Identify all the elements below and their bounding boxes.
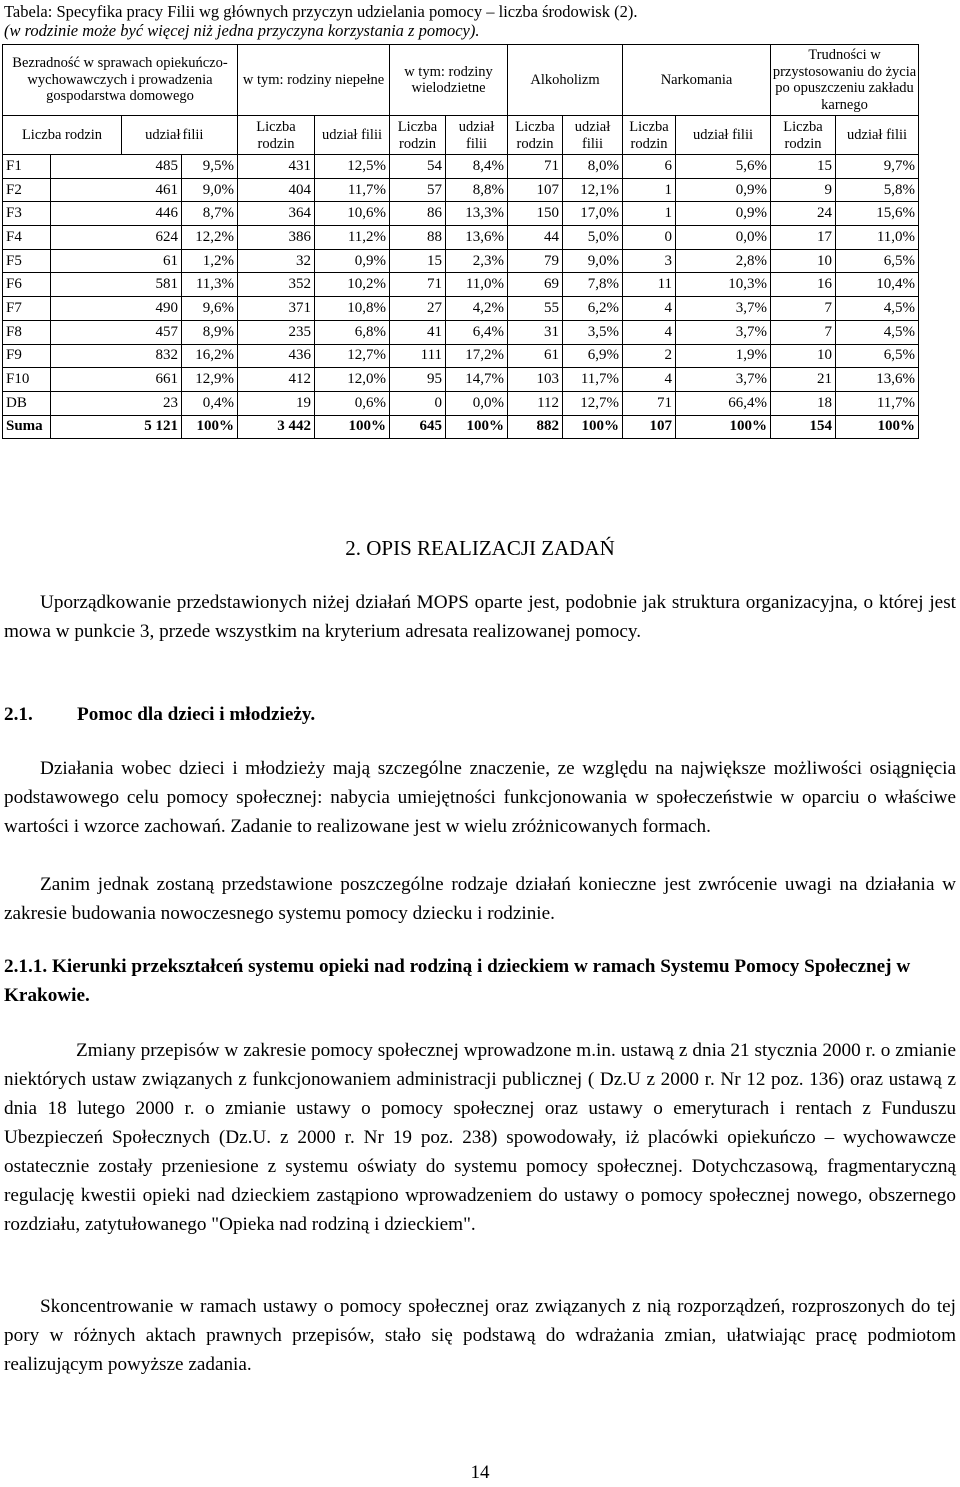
intro-text: Uporządkowanie przedstawionych niżej działań MOPS oparte jest, podobnie jak struktura organizacyjna, o której jest mowa w punkcie 3, przede wszystkim na kryterium adresata realizowanej pomocy. [4, 592, 956, 642]
table-cell: 15 [390, 249, 446, 273]
table-cell: 6,5% [836, 249, 919, 273]
table-cell: 55 [508, 297, 563, 321]
table-cell: 13,6% [836, 368, 919, 392]
table-cell: 10 [771, 344, 836, 368]
table-cell: 5,0% [563, 226, 623, 250]
table-cell: 6,8% [315, 320, 390, 344]
table-cell: 7,8% [563, 273, 623, 297]
table-cell: 8,9% [182, 320, 238, 344]
intro-paragraph [4, 588, 956, 646]
sub-header-count: Liczba rodzin [771, 116, 836, 155]
row-label: Suma [3, 415, 51, 439]
table-cell: 10,4% [836, 273, 919, 297]
table-cell: 17,2% [446, 344, 508, 368]
table-cell: 95 [390, 368, 446, 392]
table-cell: 154 [771, 415, 836, 439]
table-cell: 0 [623, 226, 676, 250]
table-cell: 12,0% [315, 368, 390, 392]
row-label: F8 [3, 320, 51, 344]
section-title: 2. OPIS REALIZACJI ZADAŃ [345, 536, 615, 560]
table-cell: 352 [238, 273, 315, 297]
table-cell: 457 [51, 320, 182, 344]
table-group-header-row [3, 45, 919, 116]
row-label: DB [3, 391, 51, 415]
table-row [3, 368, 919, 392]
table-cell: 17,0% [563, 202, 623, 226]
table-cell: 2,3% [446, 249, 508, 273]
table-cell: 88 [390, 226, 446, 250]
table-cell: 8,7% [182, 202, 238, 226]
table-cell: 371 [238, 297, 315, 321]
table-cell: 645 [390, 415, 446, 439]
table-row [3, 297, 919, 321]
table-cell: 4 [623, 320, 676, 344]
table-cell: 69 [508, 273, 563, 297]
paragraph [4, 1292, 956, 1379]
paragraph-text: Zanim jednak zostaną przedstawione poszczególne rodzaje działań konieczne jest zwrócenie uwagi na działania w zakresie budowania nowoczesnego systemu pomocy dziecku i rodzinie. [4, 874, 956, 924]
table-cell: 404 [238, 178, 315, 202]
table-cell: 8,8% [446, 178, 508, 202]
table-cell: 13,3% [446, 202, 508, 226]
table-cell: 8,0% [563, 155, 623, 179]
table-cell: 111 [390, 344, 446, 368]
table-cell: 364 [238, 202, 315, 226]
table-cell: 4,5% [836, 297, 919, 321]
table-cell: 0,0% [676, 226, 771, 250]
group-header: Alkoholizm [508, 45, 623, 116]
table-cell: 23 [51, 391, 182, 415]
table-cell: 10,8% [315, 297, 390, 321]
sub-header-count: Liczba rodzin [623, 116, 676, 155]
table-cell: 4 [623, 297, 676, 321]
table-row [3, 155, 919, 179]
table-cell: 2,8% [676, 249, 771, 273]
table-cell: 0,9% [315, 249, 390, 273]
table-cell: 7 [771, 297, 836, 321]
table-cell: 100% [315, 415, 390, 439]
table-cell: 235 [238, 320, 315, 344]
row-label: F2 [3, 178, 51, 202]
table-cell: 12,7% [563, 391, 623, 415]
table-cell: 100% [446, 415, 508, 439]
row-label: F9 [3, 344, 51, 368]
subsection-number: 2.1. [4, 704, 33, 725]
table-cell: 103 [508, 368, 563, 392]
table-cell: 446 [51, 202, 182, 226]
paragraph [4, 754, 956, 841]
row-label: F6 [3, 273, 51, 297]
caption-title: Tabela: Specyfika pracy Filii wg głównych przyczyn udzielania pomocy – liczba środowisk (2). [4, 2, 638, 21]
table-cell: 3,5% [563, 320, 623, 344]
table-cell: 16,2% [182, 344, 238, 368]
table-cell: 13,6% [446, 226, 508, 250]
table-cell: 10,3% [676, 273, 771, 297]
table-cell: 15,6% [836, 202, 919, 226]
table-cell: 11,0% [836, 226, 919, 250]
table-cell: 6,5% [836, 344, 919, 368]
table-cell: 882 [508, 415, 563, 439]
table-cell: 9,5% [182, 155, 238, 179]
table-body [3, 155, 919, 439]
sub-header-share: udział filii [446, 116, 508, 155]
table-cell: 3 442 [238, 415, 315, 439]
row-label: F5 [3, 249, 51, 273]
table-cell: 1,9% [676, 344, 771, 368]
sub-header-share: udział filii [315, 116, 390, 155]
table-cell: 11,3% [182, 273, 238, 297]
table-cell: 100% [836, 415, 919, 439]
table-cell: 661 [51, 368, 182, 392]
table-cell: 16 [771, 273, 836, 297]
table-cell: 10,2% [315, 273, 390, 297]
table-cell: 4 [623, 368, 676, 392]
table-cell: 0,6% [315, 391, 390, 415]
table-cell: 79 [508, 249, 563, 273]
table-cell: 11,0% [446, 273, 508, 297]
page-number: 14 [470, 1462, 490, 1483]
table-cell: 17 [771, 226, 836, 250]
table-cell: 15 [771, 155, 836, 179]
table-cell: 2 [623, 344, 676, 368]
table-cell: 100% [563, 415, 623, 439]
subsection-title: Pomoc dla dzieci i młodzieży. [77, 704, 316, 725]
table-cell: 21 [771, 368, 836, 392]
table-cell: 12,5% [315, 155, 390, 179]
table-cell: 10 [771, 249, 836, 273]
group-header: Trudności w przystosowaniu do życia po opuszczeniu zakładu karnego [771, 45, 919, 116]
sub-header-share-b: filii [182, 116, 238, 155]
table-cell: 461 [51, 178, 182, 202]
table-cell: 41 [390, 320, 446, 344]
table-cell: 3,7% [676, 320, 771, 344]
table-cell: 71 [508, 155, 563, 179]
table-cell: 12,2% [182, 226, 238, 250]
table-cell: 1 [623, 202, 676, 226]
table-row [3, 344, 919, 368]
table-row [3, 226, 919, 250]
group-header: w tym: rodziny niepełne [238, 45, 390, 116]
statistics-table [2, 44, 919, 439]
paragraph-text: Skoncentrowanie w ramach ustawy o pomocy społecznej oraz związanych z nią rozporządzeń, rozproszonych do tej pory w różnych aktach prawnych przepisów, stało się podstawą do wdrażania zmian, ułatwiając pracę podmiotom realizującym powyższe zadania. [4, 1296, 956, 1375]
table-cell: 24 [771, 202, 836, 226]
table-cell: 386 [238, 226, 315, 250]
table-caption [4, 2, 637, 40]
table-cell: 3,7% [676, 297, 771, 321]
table-cell: 19 [238, 391, 315, 415]
table-cell: 71 [623, 391, 676, 415]
table-cell: 8,4% [446, 155, 508, 179]
table-cell: 0,9% [676, 178, 771, 202]
table-cell: 12,9% [182, 368, 238, 392]
table-cell: 11 [623, 273, 676, 297]
table-cell: 431 [238, 155, 315, 179]
table-cell: 54 [390, 155, 446, 179]
row-label: F1 [3, 155, 51, 179]
table-cell: 27 [390, 297, 446, 321]
table-cell: 5,6% [676, 155, 771, 179]
table-cell: 5 121 [51, 415, 182, 439]
table-cell: 11,7% [315, 178, 390, 202]
table-cell: 412 [238, 368, 315, 392]
table-cell: 3,7% [676, 368, 771, 392]
table-cell: 61 [508, 344, 563, 368]
table-sub-header-row [3, 116, 919, 155]
table-cell: 9,7% [836, 155, 919, 179]
table-cell: 0,9% [676, 202, 771, 226]
table-cell: 12,7% [315, 344, 390, 368]
table-cell: 11,7% [563, 368, 623, 392]
table-row [3, 178, 919, 202]
row-label: F7 [3, 297, 51, 321]
sub-header-count: Liczba rodzin [508, 116, 563, 155]
table-row [3, 273, 919, 297]
table-cell: 6,4% [446, 320, 508, 344]
sub-header-share: udział filii [676, 116, 771, 155]
table-cell: 9,0% [563, 249, 623, 273]
group-header: Narkomania [623, 45, 771, 116]
sub-header-share-a: udział [122, 116, 182, 155]
table-cell: 31 [508, 320, 563, 344]
table-row [3, 202, 919, 226]
table-row [3, 320, 919, 344]
paragraph [4, 870, 956, 928]
table-cell: 4,5% [836, 320, 919, 344]
sub-header-count: Liczba rodzin [390, 116, 446, 155]
table-cell: 107 [623, 415, 676, 439]
table-cell: 57 [390, 178, 446, 202]
paragraph-text: Działania wobec dzieci i młodzieży mają szczególne znaczenie, ze względu na największe możliwości osiągnięcia podstawowego celu pomocy społecznej: nabycia umiejętności funkcjonowania w społeczeństwie w oparciu o właściwe wartości i wzorce zachowań. Zadanie to realizowane jest w wielu zróżnicowanych formach. [4, 758, 956, 837]
table-cell: 0,4% [182, 391, 238, 415]
table-cell: 150 [508, 202, 563, 226]
table-cell: 9,0% [182, 178, 238, 202]
paragraph [4, 1036, 956, 1239]
table-cell: 112 [508, 391, 563, 415]
table-cell: 624 [51, 226, 182, 250]
table-cell: 832 [51, 344, 182, 368]
table-sum-row [3, 415, 919, 439]
sub-header-count: Liczba rodzin [238, 116, 315, 155]
table-cell: 44 [508, 226, 563, 250]
table-cell: 100% [676, 415, 771, 439]
table-cell: 0 [390, 391, 446, 415]
table-cell: 5,8% [836, 178, 919, 202]
table-cell: 14,7% [446, 368, 508, 392]
row-label: F10 [3, 368, 51, 392]
table-cell: 3 [623, 249, 676, 273]
table-cell: 4,2% [446, 297, 508, 321]
table-cell: 436 [238, 344, 315, 368]
table-cell: 6,9% [563, 344, 623, 368]
caption-note: (w rodzinie może być więcej niż jedna przyczyna korzystania z pomocy). [4, 21, 480, 40]
subsection-heading [4, 700, 956, 729]
group-header: w tym: rodziny wielodzietne [390, 45, 508, 116]
table-cell: 1,2% [182, 249, 238, 273]
table-cell: 0,0% [446, 391, 508, 415]
table-cell: 107 [508, 178, 563, 202]
table-cell: 32 [238, 249, 315, 273]
group-header: Bezradność w sprawach opiekuńczo-wychowawczych i prowadzenia gospodarstwa domowego [3, 45, 238, 116]
row-label: F3 [3, 202, 51, 226]
table-cell: 7 [771, 320, 836, 344]
table-cell: 71 [390, 273, 446, 297]
table-cell: 11,7% [836, 391, 919, 415]
table-cell: 86 [390, 202, 446, 226]
table-cell: 61 [51, 249, 182, 273]
sub-header-count: Liczba rodzin [3, 116, 122, 155]
sub-header-share: udział filii [836, 116, 919, 155]
table-cell: 490 [51, 297, 182, 321]
table-cell: 9,6% [182, 297, 238, 321]
subsection-heading-2: 2.1.1. Kierunki przekształceń systemu opieki nad rodziną i dzieckiem w ramach Systemu Pomocy Społecznej w Krakowie. [4, 956, 911, 1006]
sub-header-share: udział filii [563, 116, 623, 155]
table-cell: 18 [771, 391, 836, 415]
table-cell: 66,4% [676, 391, 771, 415]
table-cell: 6,2% [563, 297, 623, 321]
table-cell: 12,1% [563, 178, 623, 202]
row-label: F4 [3, 226, 51, 250]
table-cell: 485 [51, 155, 182, 179]
table-cell: 10,6% [315, 202, 390, 226]
table-cell: 11,2% [315, 226, 390, 250]
table-cell: 6 [623, 155, 676, 179]
table-cell: 100% [182, 415, 238, 439]
table-row [3, 391, 919, 415]
table-cell: 581 [51, 273, 182, 297]
table-row [3, 249, 919, 273]
table-cell: 9 [771, 178, 836, 202]
table-cell: 1 [623, 178, 676, 202]
paragraph-text: Zmiany przepisów w zakresie pomocy społecznej wprowadzone m.in. ustawą z dnia 21 stycznia 2000 r. o zmianie niektórych ustaw związanych z funkcjonowaniem administracji publicznej ( Dz.U z 2000 r. Nr 12 poz. 136) oraz ustawą z dnia 18 lutego 2000 r. o zmianie ustawy o pomocy społecznej oraz ustawy o emeryturach i rentach z Funduszu Ubezpieczeń Społecznych (Dz.U. z 2000 r. Nr 19 poz. 238) spowodowały, iż placówki opiekuńczo – wychowawcze ostatecznie zostały przeniesione z systemu oświaty do systemu pomocy społecznej. Dotychczasową, fragmentaryczną regulację kwestii opieki nad dzieckiem zastąpiono wprowadzeniem do ustawy o pomocy społecznej nowego, obszernego rozdziału, zatytułowanego "Opieka nad rodziną i dzieckiem". [4, 1040, 956, 1235]
